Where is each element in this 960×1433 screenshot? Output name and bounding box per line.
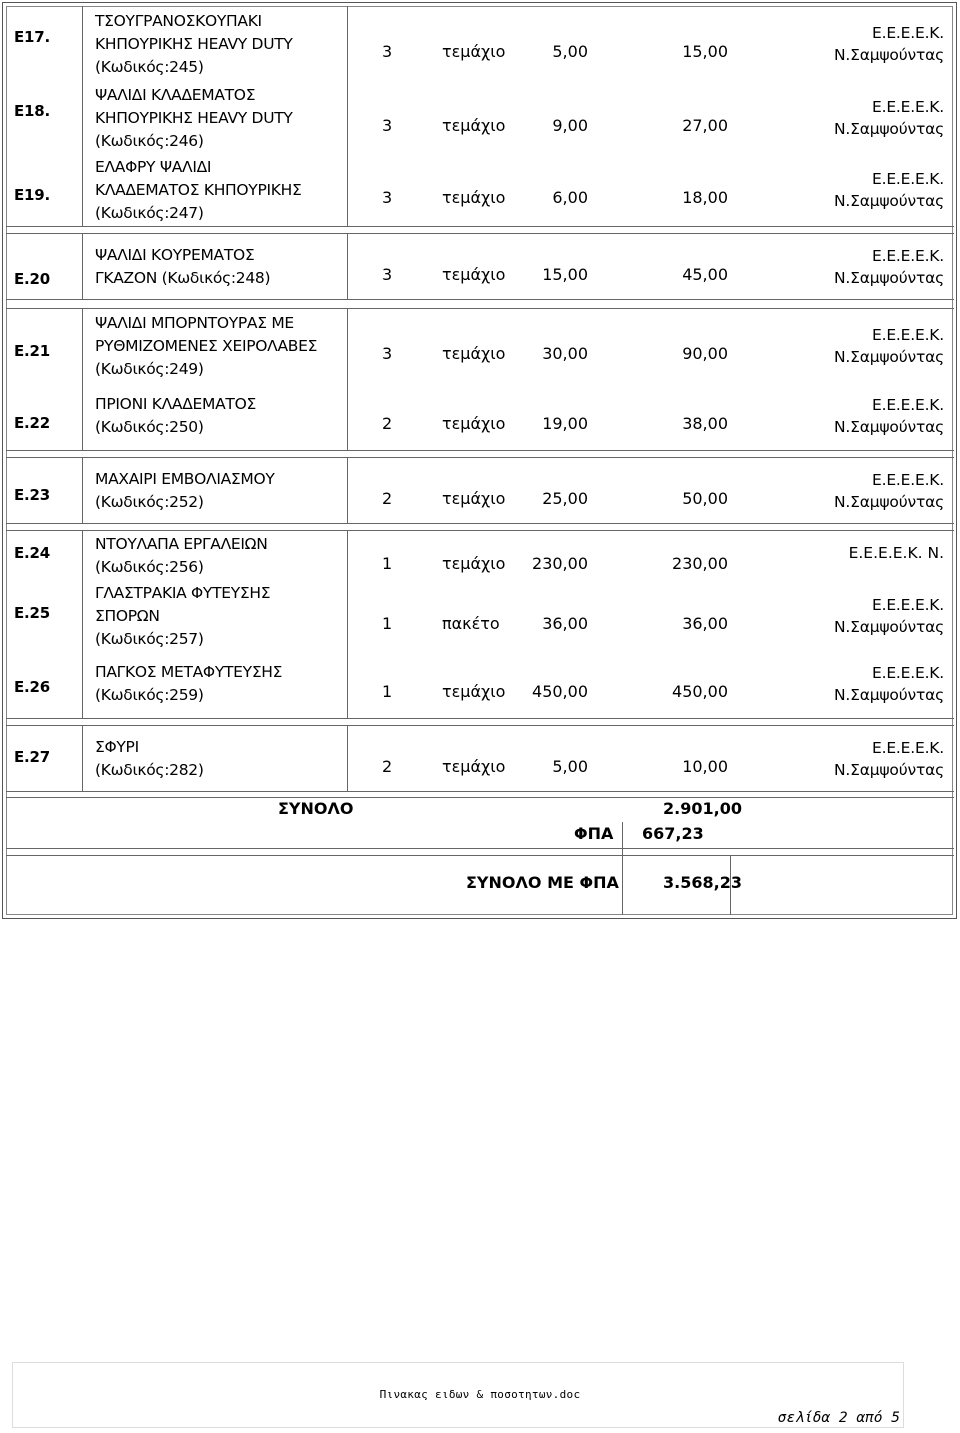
item-unit-price: 6,00 <box>552 188 588 207</box>
item-description-line: ΓΚΑΖΟΝ (Κωδικός:248) <box>95 269 271 287</box>
item-quantity: 3 <box>382 265 393 284</box>
item-description-line: ΨΑΛΙΔΙ ΚΟΥΡΕΜΑΤΟΣ <box>95 246 255 264</box>
item-unit-price: 230,00 <box>532 554 588 573</box>
item-total: 36,00 <box>682 614 728 633</box>
item-source-line: Ε.Ε.Ε.Ε.Κ. <box>872 596 944 614</box>
table-row <box>0 82 960 154</box>
grand-total-value: 3.568,23 <box>663 873 742 892</box>
item-description <box>95 156 330 225</box>
subtotal-value: 2.901,00 <box>663 799 742 818</box>
item-description <box>95 736 330 782</box>
table-row <box>0 532 960 580</box>
item-quantity: 2 <box>382 414 393 433</box>
item-description-line: (Κωδικός:247) <box>95 203 204 222</box>
item-source-line: Ε.Ε.Ε.Ε.Κ. <box>872 396 944 414</box>
row-divider <box>6 725 954 726</box>
item-source <box>794 594 944 638</box>
vat-value: 667,23 <box>642 824 704 843</box>
item-source <box>794 394 944 438</box>
item-quantity: 3 <box>382 42 393 61</box>
item-quantity: 2 <box>382 489 393 508</box>
item-description <box>95 244 330 290</box>
item-quantity: 1 <box>382 682 393 701</box>
item-total: 90,00 <box>682 344 728 363</box>
item-source-line: Ε.Ε.Ε.Ε.Κ. <box>872 170 944 188</box>
item-total: 18,00 <box>682 188 728 207</box>
item-quantity: 3 <box>382 188 393 207</box>
table-row <box>0 384 960 448</box>
item-description-line: (Κωδικός:256) <box>95 558 204 576</box>
table-row <box>0 728 960 790</box>
item-unit-price: 9,00 <box>552 116 588 135</box>
item-source-line: Ν.Σαμψούντας <box>834 493 944 511</box>
item-code: Ε.23 <box>14 486 51 504</box>
item-total: 450,00 <box>672 682 728 701</box>
item-unit: πακέτο <box>442 614 500 633</box>
item-source-line: Ε.Ε.Ε.Ε.Κ. <box>872 471 944 489</box>
table-row <box>0 460 960 522</box>
item-unit-price: 30,00 <box>542 344 588 363</box>
item-source <box>794 324 944 368</box>
item-description <box>95 312 330 381</box>
item-description-line: (Κωδικός:245) <box>95 57 204 76</box>
item-source-line: Ν.Σαμψούντας <box>834 46 944 64</box>
item-total: 50,00 <box>682 489 728 508</box>
item-quantity: 1 <box>382 614 393 633</box>
table-row <box>0 236 960 298</box>
item-source-line: Ν.Σαμψούντας <box>834 418 944 436</box>
item-unit-price: 25,00 <box>542 489 588 508</box>
item-code: Ε18. <box>14 102 51 120</box>
item-description <box>95 393 330 439</box>
item-description-line: (Κωδικός:252) <box>95 493 204 511</box>
item-code: Ε.27 <box>14 748 51 766</box>
item-total: 27,00 <box>682 116 728 135</box>
item-source-line: Ε.Ε.Ε.Ε.Κ. <box>872 98 944 116</box>
item-total: 45,00 <box>682 265 728 284</box>
item-code: Ε19. <box>14 186 51 204</box>
vat-label: ΦΠΑ <box>574 824 614 843</box>
item-total: 38,00 <box>682 414 728 433</box>
item-source-line: Ν.Σαμψούντας <box>834 761 944 779</box>
item-unit: τεμάχιο <box>442 757 506 776</box>
row-divider <box>6 450 954 451</box>
row-divider <box>6 457 954 458</box>
table-row <box>0 580 960 652</box>
footer-filename: Πινακας ειδων & ποσοτητων.doc <box>379 1388 581 1401</box>
item-unit: τεμάχιο <box>442 414 506 433</box>
item-source-line: Ε.Ε.Ε.Ε.Κ. <box>872 739 944 757</box>
item-source-line: Ε.Ε.Ε.Ε.Κ. <box>872 247 944 265</box>
item-description-line: ΨΑΛΙΔΙ ΚΛΑΔΕΜΑΤΟΣ <box>95 85 256 104</box>
summary-row-divider <box>6 855 954 856</box>
item-source <box>794 245 944 289</box>
subtotal-label: ΣΥΝΟΛΟ <box>278 799 354 818</box>
item-description-line: ΤΣΟΥΓΡΑΝΟΣΚΟΥΠΑΚΙ <box>95 11 262 30</box>
item-source <box>794 737 944 781</box>
item-description-line: (Κωδικός:257) <box>95 629 204 648</box>
item-description-line: ΣΦΥΡΙ <box>95 738 139 756</box>
row-divider <box>6 299 954 300</box>
item-description-line: ΚΗΠΟΥΡΙΚΗΣ HEAVY DUTY <box>95 34 293 53</box>
row-divider <box>6 523 954 524</box>
summary-row-divider <box>6 848 954 849</box>
item-total: 230,00 <box>672 554 728 573</box>
item-description-line: ΝΤΟΥΛΑΠΑ ΕΡΓΑΛΕΙΩΝ <box>95 535 268 553</box>
item-description-line: ΜΑΧΑΙΡΙ ΕΜΒΟΛΙΑΣΜΟΥ <box>95 470 275 488</box>
item-source-line: Ν.Σαμψούντας <box>834 348 944 366</box>
item-unit-price: 5,00 <box>552 42 588 61</box>
item-quantity: 3 <box>382 116 393 135</box>
item-source <box>794 168 944 212</box>
item-description-line: ΓΛΑΣΤΡΑΚΙΑ ΦΥΤΕΥΣΗΣ <box>95 583 271 602</box>
item-unit-price: 15,00 <box>542 265 588 284</box>
item-unit: τεμάχιο <box>442 344 506 363</box>
table-row <box>0 154 960 226</box>
item-source <box>794 22 944 66</box>
grand-total-label: ΣΥΝΟΛΟ ΜΕ ΦΠΑ <box>466 873 619 892</box>
item-description <box>95 84 330 153</box>
item-description-line: (Κωδικός:246) <box>95 131 204 150</box>
item-description-line: ΨΑΛΙΔΙ ΜΠΟΡΝΤΟΥΡΑΣ ΜΕ <box>95 313 294 332</box>
item-source-line: Ε.Ε.Ε.Ε.Κ. <box>872 664 944 682</box>
item-code: Ε.24 <box>14 544 51 562</box>
item-source <box>794 469 944 513</box>
row-divider <box>6 530 954 531</box>
item-description-line: ΣΠΟΡΩΝ <box>95 606 160 625</box>
item-source-line: Ν.Σαμψούντας <box>834 618 944 636</box>
item-source-line: Ν.Σαμψούντας <box>834 269 944 287</box>
item-code: Ε.22 <box>14 414 51 432</box>
item-unit: τεμάχιο <box>442 188 506 207</box>
item-description-line: ΕΛΑΦΡΥ ΨΑΛΙΔΙ <box>95 157 212 176</box>
item-source-line: Ν.Σαμψούντας <box>834 192 944 210</box>
row-divider <box>6 233 954 234</box>
item-description-line: (Κωδικός:259) <box>95 686 204 704</box>
item-description-line: ΚΗΠΟΥΡΙΚΗΣ HEAVY DUTY <box>95 108 293 127</box>
item-description-line: ΠΑΓΚΟΣ ΜΕΤΑΦΥΤΕΥΣΗΣ <box>95 663 283 681</box>
item-description-line: ΠΡΙΟΝΙ ΚΛΑΔΕΜΑΤΟΣ <box>95 395 256 413</box>
item-quantity: 2 <box>382 757 393 776</box>
item-description-line: ΚΛΑΔΕΜΑΤΟΣ ΚΗΠΟΥΡΙΚΗΣ <box>95 180 302 199</box>
item-unit-price: 5,00 <box>552 757 588 776</box>
item-description <box>95 468 330 514</box>
item-description-line: ΡΥΘΜΙΖΟΜΕΝΕΣ ΧΕΙΡΟΛΑΒΕΣ <box>95 336 318 355</box>
item-source <box>794 662 944 706</box>
footer-page-number: σελίδα 2 από 5 <box>777 1410 900 1426</box>
item-source-line: Ε.Ε.Ε.Ε.Κ. <box>872 326 944 344</box>
row-divider <box>6 797 954 798</box>
item-unit: τεμάχιο <box>442 42 506 61</box>
item-description <box>95 10 330 79</box>
item-description-line: (Κωδικός:282) <box>95 761 204 779</box>
summary-divider <box>622 822 623 915</box>
item-source-line: Ν.Σαμψούντας <box>834 120 944 138</box>
table-row <box>0 8 960 80</box>
item-total: 15,00 <box>682 42 728 61</box>
item-source <box>794 96 944 140</box>
item-unit: τεμάχιο <box>442 489 506 508</box>
item-code: Ε.26 <box>14 678 51 696</box>
item-description <box>95 582 330 651</box>
table-row <box>0 652 960 716</box>
item-unit-price: 19,00 <box>542 414 588 433</box>
item-unit: τεμάχιο <box>442 682 506 701</box>
item-source-line: Ν.Σαμψούντας <box>834 686 944 704</box>
item-unit-price: 450,00 <box>532 682 588 701</box>
row-divider <box>6 791 954 792</box>
item-code: Ε17. <box>14 28 51 46</box>
item-unit: τεμάχιο <box>442 554 506 573</box>
row-divider <box>6 718 954 719</box>
item-quantity: 1 <box>382 554 393 573</box>
item-code: Ε.25 <box>14 604 51 622</box>
item-quantity: 3 <box>382 344 393 363</box>
row-divider <box>6 308 954 309</box>
row-divider <box>6 226 954 227</box>
item-unit: τεμάχιο <box>442 116 506 135</box>
item-source-line: Ε.Ε.Ε.Ε.Κ. <box>872 24 944 42</box>
item-code: Ε.20 <box>14 270 51 288</box>
item-total: 10,00 <box>682 757 728 776</box>
item-description <box>95 661 330 707</box>
item-source: Ε.Ε.Ε.Ε.Κ. Ν. <box>848 544 944 562</box>
table-row <box>0 310 960 382</box>
item-description-line: (Κωδικός:250) <box>95 418 204 436</box>
item-description-line: (Κωδικός:249) <box>95 359 204 378</box>
item-code: Ε.21 <box>14 342 51 360</box>
item-unit-price: 36,00 <box>542 614 588 633</box>
item-description <box>95 533 330 579</box>
item-unit: τεμάχιο <box>442 265 506 284</box>
